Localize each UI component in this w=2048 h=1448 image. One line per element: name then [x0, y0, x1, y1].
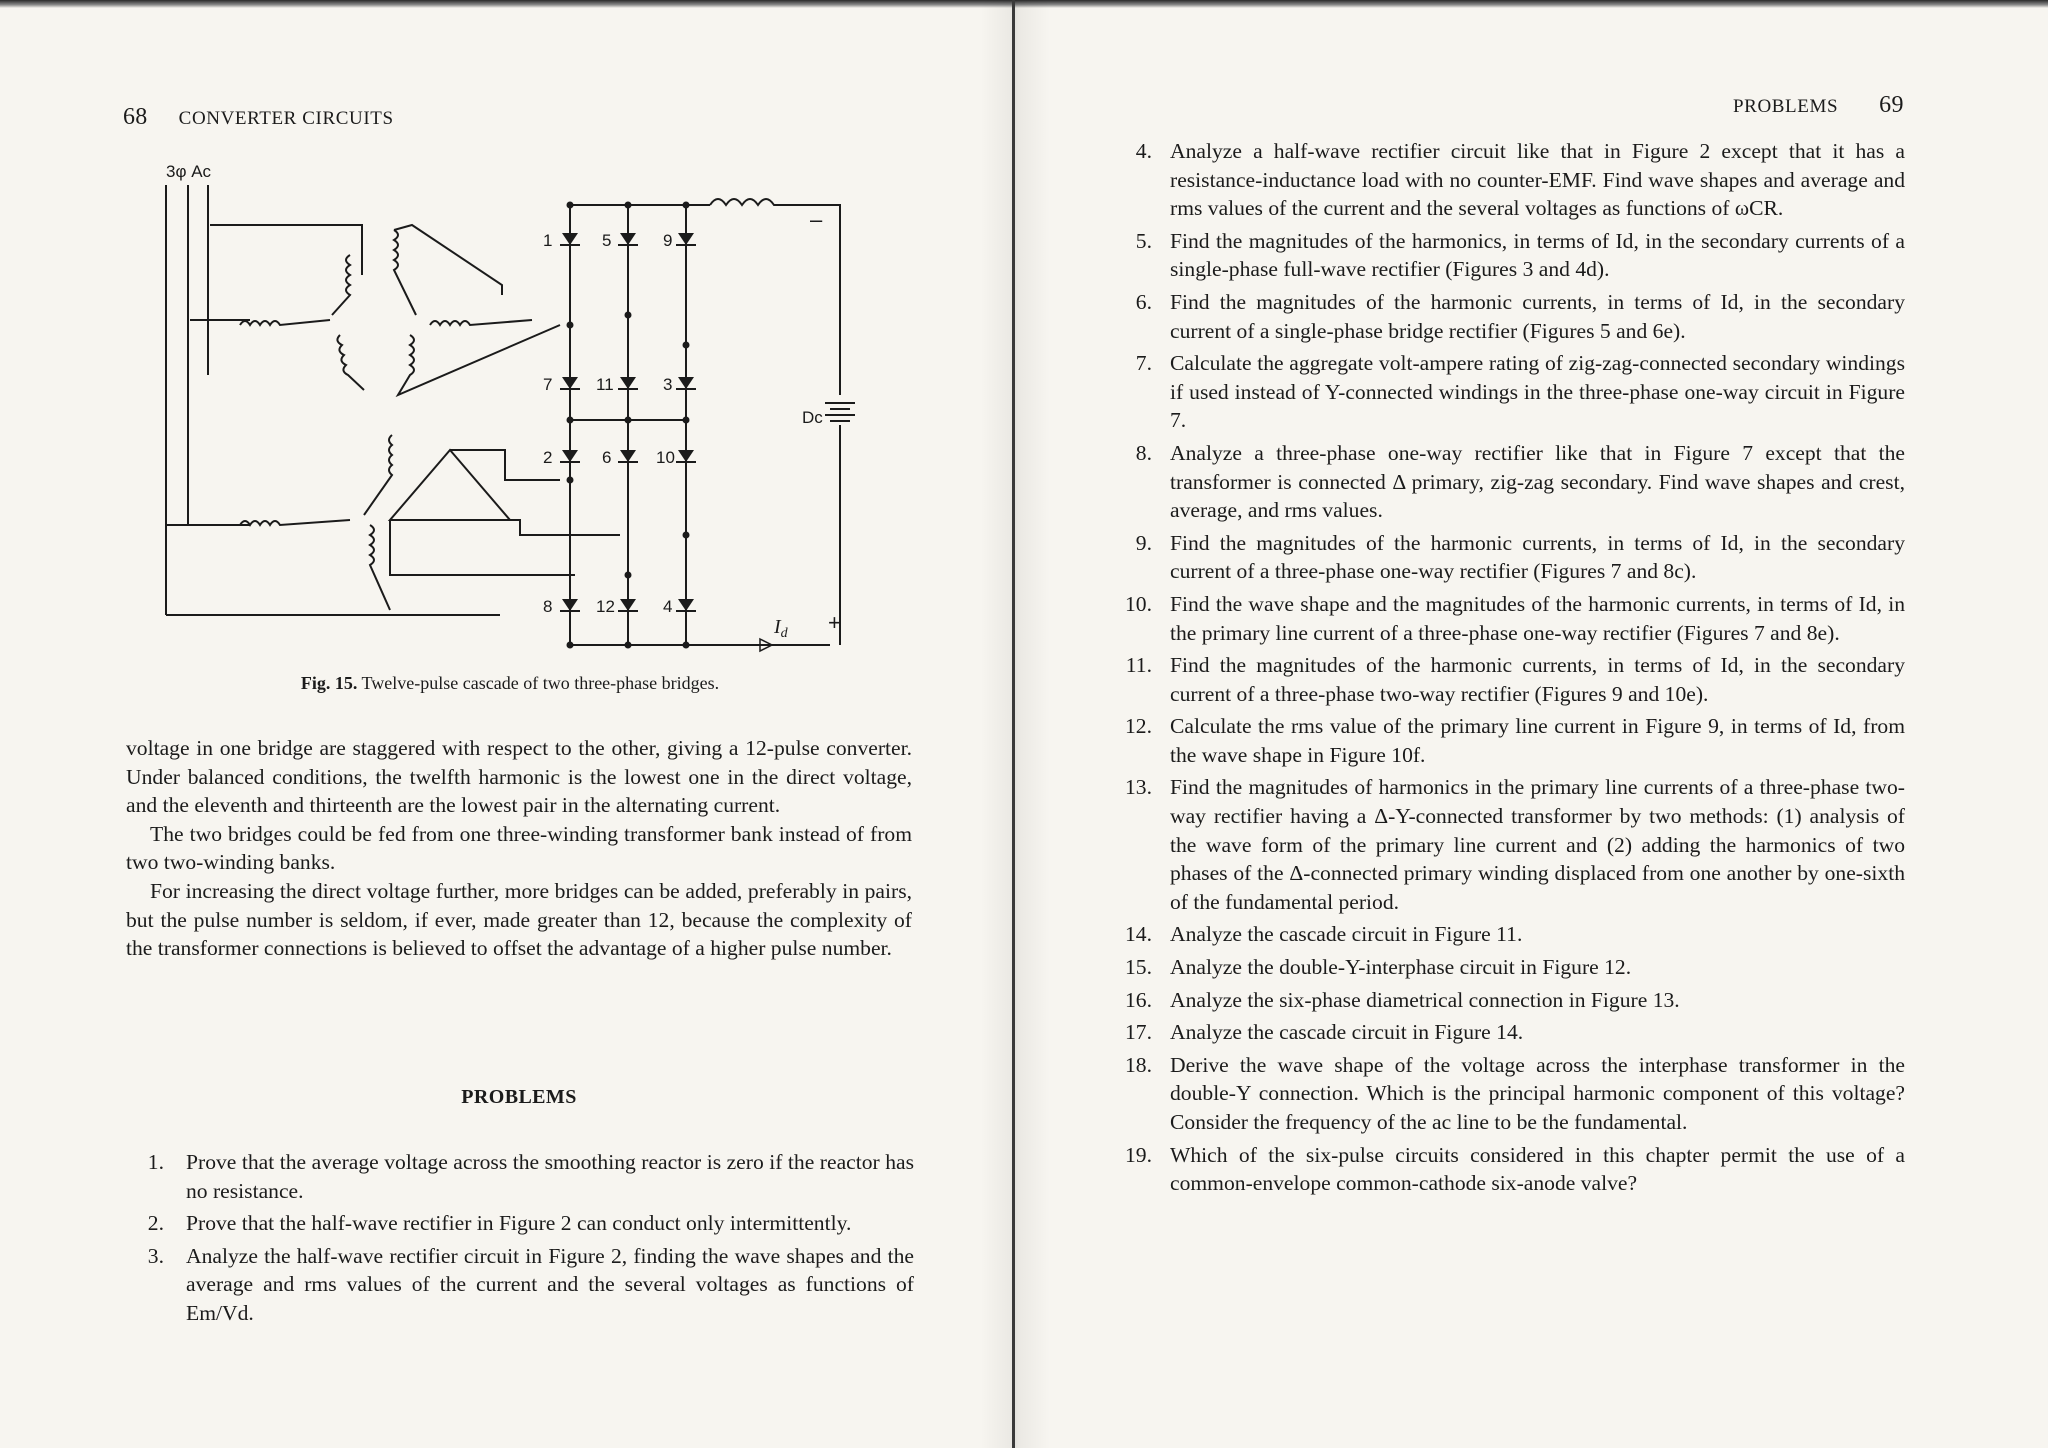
problem-number: 13. — [1125, 775, 1152, 800]
problem-item — [126, 1148, 914, 1205]
problem-number: 4. — [1135, 139, 1152, 163]
problem-text: Prove that the half-wave rectifier in Figure 2 can conduct only intermittently. — [186, 1211, 852, 1236]
problem-number: 5. — [1135, 228, 1152, 253]
problem-item — [1110, 137, 1905, 223]
problem-text: Analyze a half-wave rectifier circuit like that in Figure 2 except that it has a resistance-inductance load with no counter-EMF. Find wave shapes and average and rms values of the current and the several voltages as functions of ωCR. — [1170, 139, 1905, 221]
problem-number: 16. — [1125, 987, 1152, 1012]
problem-number: 18. — [1125, 1052, 1152, 1077]
problems-list-left — [126, 1148, 914, 1332]
problem-item — [126, 1242, 914, 1328]
problem-item — [1110, 953, 1905, 982]
problem-number: 17. — [1125, 1020, 1152, 1045]
problem-text: Analyze the cascade circuit in Figure 14. — [1170, 1020, 1524, 1045]
problems-heading: PROBLEMS — [461, 1086, 577, 1108]
problem-text: Analyze the cascade circuit in Figure 11. — [1170, 922, 1523, 947]
problem-item — [126, 1209, 914, 1238]
problem-item — [1110, 986, 1905, 1015]
problem-number: 9. — [1135, 530, 1152, 555]
problem-number: 15. — [1125, 955, 1152, 980]
twelve-pulse-circuit-diagram — [150, 155, 890, 675]
problem-item — [1110, 227, 1905, 284]
problem-text: Find the magnitudes of the harmonic currents, in terms of Id, in the secondary current of a three-phase one-way rectifier (Figures 7 and 8c). — [1170, 530, 1905, 584]
problem-number: 1. — [147, 1150, 164, 1174]
problems-list-right — [1110, 137, 1905, 1202]
problem-item — [1110, 439, 1905, 525]
problem-item — [1110, 1051, 1905, 1137]
problem-number: 10. — [1125, 591, 1152, 616]
paragraph: For increasing the direct voltage further, more bridges can be added, preferably in pairs, but the pulse number is seldom, if ever, made greater than 12, because the complexity of the transformer connections is believed to offset the advantage of a higher pulse number. — [126, 878, 912, 961]
valve-label-1: 1 — [543, 231, 553, 250]
minus-terminal: – — [810, 207, 823, 232]
problem-text: Analyze a three-phase one-way rectifier like that in Figure 7 except that the transformer is connected Δ primary, zig-zag secondary. Find wave shapes and crest, average, and rms values. — [1170, 440, 1905, 523]
plus-terminal: + — [828, 610, 841, 635]
valve-label-6: 6 — [602, 448, 612, 467]
problem-item — [1110, 651, 1905, 708]
problem-item — [1110, 1018, 1905, 1047]
problem-text: Analyze the half-wave rectifier circuit in Figure 2, finding the wave shapes and the average and rms values of the current and the several voltages as functions of Em/Vd. — [186, 1243, 914, 1325]
problem-number: 2. — [147, 1211, 164, 1236]
valve-label-7: 7 — [543, 375, 553, 394]
problem-number: 19. — [1125, 1142, 1152, 1167]
problem-text: Find the magnitudes of the harmonic currents, in terms of Id, in the secondary current of a three-phase two-way rectifier (Figures 9 and 10e). — [1170, 653, 1905, 706]
problem-text: Analyze the six-phase diametrical connection in Figure 13. — [1170, 987, 1680, 1012]
supply-label: 3φ Ac — [166, 162, 212, 181]
problem-item — [1110, 590, 1905, 647]
problem-text: Which of the six-pulse circuits considered in this chapter permit the use of a common-envelope common-cathode six-anode valve? — [1170, 1142, 1905, 1196]
circuit-figure — [150, 155, 890, 675]
paragraph: voltage in one bridge are staggered with respect to the other, giving a 12-pulse converter. Under balanced conditions, the twelfth harmonic is the lowest one in the direct voltage, and the eleventh and thirteenth are the lowest pair in the alternating current. — [126, 736, 912, 818]
problem-number: 11. — [1125, 653, 1152, 678]
problem-text: Find the magnitudes of the harmonic currents, in terms of Id, in the secondary current of a single-phase bridge rectifier (Figures 5 and 6e). — [1170, 289, 1905, 343]
valve-label-11: 11 — [596, 375, 614, 394]
problem-number: 14. — [1125, 922, 1152, 947]
dc-label: Dc — [802, 408, 823, 427]
right-running-title: PROBLEMS — [1733, 96, 1839, 117]
figure-caption — [150, 673, 870, 694]
left-running-head — [123, 104, 394, 131]
right-page-number: 69 — [1879, 92, 1904, 118]
valve-label-8: 8 — [543, 597, 553, 616]
problem-text: Find the wave shape and the magnitudes of the harmonic currents, in terms of Id, in the primary line current of a three-phase one-way rectifier (Figures 7 and 8e). — [1170, 591, 1905, 645]
problem-text: Analyze the double-Y-interphase circuit in Figure 12. — [1170, 955, 1632, 980]
problem-item — [1110, 1141, 1905, 1198]
problem-text: Prove that the average voltage across the smoothing reactor is zero if the reactor has no resistance. — [186, 1150, 914, 1203]
left-running-title: CONVERTER CIRCUITS — [178, 108, 394, 129]
problem-text: Find the magnitudes of the harmonics, in terms of Id, in the secondary currents of a single-phase full-wave rectifier (Figures 3 and 4d). — [1170, 228, 1905, 282]
problem-text: Derive the wave shape of the voltage across the interphase transformer in the double-Y connection. Which is the principal harmonic component of this voltage? Consider the frequency of the ac line to be the fundamental. — [1170, 1052, 1905, 1134]
valve-label-2: 2 — [543, 448, 553, 467]
problem-number: 3. — [147, 1243, 164, 1268]
problem-item — [1110, 349, 1905, 435]
valve-label-12: 12 — [596, 597, 615, 616]
problem-text: Calculate the rms value of the primary line current in Figure 9, in terms of Id, from the wave shape in Figure 10f. — [1170, 714, 1905, 767]
problem-item — [1110, 920, 1905, 949]
problem-number: 12. — [1125, 714, 1152, 739]
current-label: $I_d$ — [774, 616, 788, 641]
body-text — [126, 734, 912, 963]
problem-item — [1110, 773, 1905, 916]
left-page-number: 68 — [123, 104, 148, 130]
valve-label-5: 5 — [602, 231, 612, 250]
problem-item — [1110, 712, 1905, 769]
problem-number: 7. — [1135, 351, 1152, 376]
problem-item — [1110, 288, 1905, 345]
problem-text: Calculate the aggregate volt-ampere rating of zig-zag-connected secondary windings if used instead of Y-connected windings in the three-phase one-way circuit in Figure 7. — [1170, 351, 1905, 433]
problem-item — [1110, 529, 1905, 586]
valve-label-4: 4 — [663, 597, 673, 616]
caption-text: Twelve-pulse cascade of two three-phase bridges. — [361, 673, 720, 693]
paragraph: The two bridges could be fed from one three-winding transformer bank instead of from two two-winding banks. — [126, 821, 912, 875]
valve-label-9: 9 — [663, 231, 673, 250]
right-running-head — [1733, 92, 1904, 119]
caption-label: Fig. 15. — [300, 673, 358, 693]
problem-number: 6. — [1135, 289, 1152, 314]
problem-text: Find the magnitudes of harmonics in the primary line currents of a three-phase two-way rectifier having a Δ-Y-connected transformer by two methods: (1) analysis of the wave form of the primary line current and (2) adding the harmonics of two phases of the Δ-connected primary winding displaced from one another by one-sixth of the fundamental period. — [1170, 775, 1905, 914]
valve-label-3: 3 — [663, 375, 673, 394]
problem-number: 8. — [1135, 440, 1152, 465]
valve-label-10: 10 — [656, 448, 675, 467]
left-page — [0, 0, 1012, 1448]
